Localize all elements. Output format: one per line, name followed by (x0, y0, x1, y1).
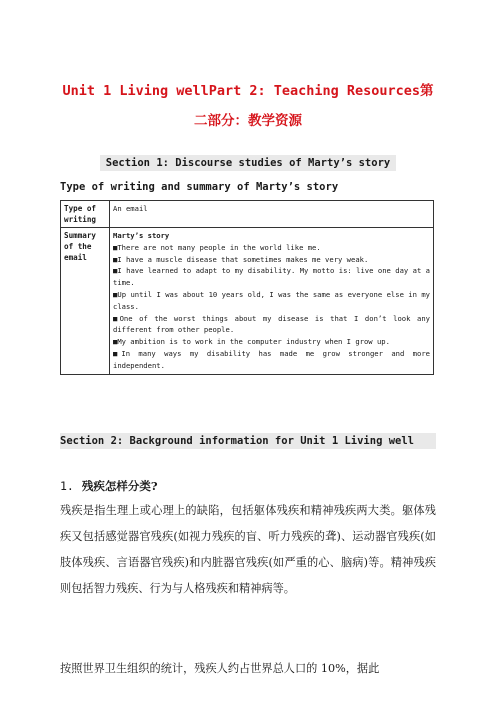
table-value-cell (110, 228, 434, 375)
page-title-line-1: Unit 1 Living wellPart 2: Teaching Resources第 (62, 83, 434, 99)
table-row (61, 228, 434, 375)
summary-title: Marty’s story (113, 231, 170, 240)
body-paragraph: 按照世界卫生组织的统计，残疾人约占世界总人口的 10%，据此 (60, 662, 380, 675)
heading-number: 1. (60, 479, 74, 493)
summary-bullet: ■I have learned to adapt to my disability. My motto is: live one day at a time. (113, 266, 430, 288)
summary-bullet: ■Up until I was about 10 years old, I was the same as everyone else in my class. (113, 289, 430, 311)
table-row (61, 201, 434, 228)
table-key-cell: Summary of the email (61, 228, 110, 375)
numbered-heading (60, 478, 158, 494)
story-summary-table (60, 200, 434, 375)
section-1-heading: Section 1: Discourse studies of Marty’s story (100, 155, 396, 171)
body-paragraph: 残疾是指生理上或心理上的缺陷，包括躯体残疾和精神残疾两大类。躯体残疾又包括感觉器官残疾(如视力残疾的盲、听力残疾的聋)、运动器官残疾(如肢体残疾、言语器官残疾)和内脏器官残疾(如严重的心、脑病)等。精神残疾则包括智力残疾、行为与人格残疾和精神病等。 (60, 504, 436, 595)
summary-bullet: ■One of the worst things about my disease is that I don’t look any different from other people. (113, 313, 430, 335)
page-title-line-2: 二部分：教学资源 (194, 113, 302, 129)
table-key-cell: Type of writing (61, 201, 110, 228)
summary-bullet: ■My ambition is to work in the computer industry when I grow up. (113, 337, 390, 347)
section-2-heading: Section 2: Background information for Unit 1 Living well (60, 433, 436, 449)
table-value-cell: An email (110, 201, 434, 228)
summary-bullet: ■There are not many people in the world like me. (113, 242, 321, 252)
summary-bullet: ■In many ways my disability has made me grow stronger and more independent. (113, 348, 430, 370)
heading-text: 残疾怎样分类? (81, 479, 158, 493)
summary-bullet: ■I have a muscle disease that sometimes makes me very weak. (113, 254, 369, 264)
table-caption: Type of writing and summary of Marty’s story (60, 181, 339, 193)
